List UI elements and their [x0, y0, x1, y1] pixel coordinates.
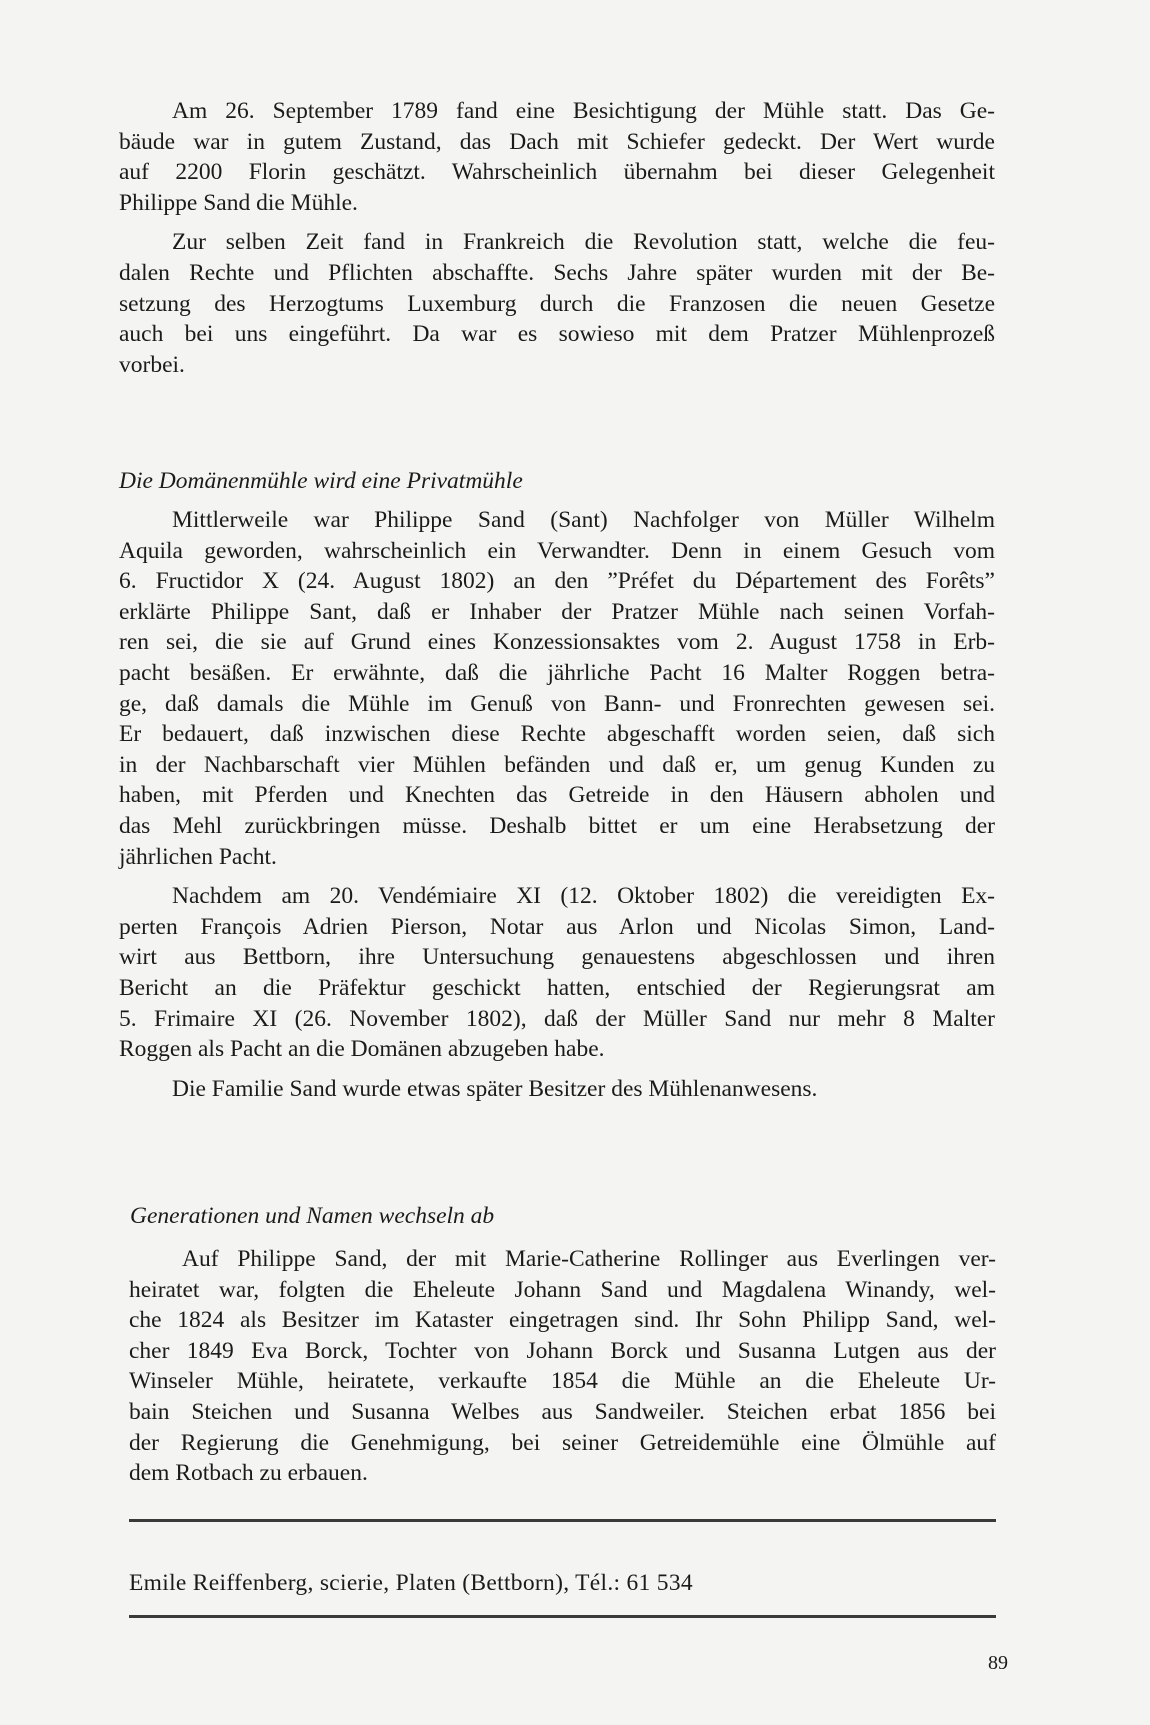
text-line: ren sei, die sie auf Grund eines Konzessionsaktes vom 2. August 1758 in Erb- — [119, 629, 995, 656]
text-line: wirt aus Bettborn, ihre Untersuchung genauestens abgeschlossen und ihren — [119, 944, 995, 971]
divider — [129, 1519, 996, 1522]
text-line: Am 26. September 1789 fand eine Besichtigung der Mühle statt. Das Ge- — [172, 98, 995, 124]
text-line: Philippe Sand die Mühle. — [119, 189, 358, 216]
text-line: Mittlerweile war Philippe Sand (Sant) Nachfolger von Müller Wilhelm — [172, 507, 995, 533]
text-line: heiratet war, folgten die Eheleute Johann Sand und Magdalena Winandy, wel- — [129, 1276, 996, 1303]
paragraph — [119, 1074, 995, 1105]
text-line: Die Familie Sand wurde etwas später Besitzer des Mühlenanwesens. — [172, 1075, 818, 1102]
page-number: 89 — [988, 1652, 1008, 1674]
text-line: auch bei uns eingeführt. Da war es sowieso mit dem Pratzer Mühlenprozeß — [119, 321, 995, 348]
section-heading: Generationen und Namen wechseln ab — [130, 1203, 495, 1229]
text-line: dem Rotbach zu erbauen. — [129, 1460, 368, 1487]
text-line: vorbei. — [119, 351, 185, 378]
paragraph — [129, 1244, 996, 1489]
section-domaenenmuehle — [119, 505, 995, 1104]
text-line: bain Steichen und Susanna Welbes aus Sandweiler. Steichen erbat 1856 bei — [129, 1398, 996, 1425]
paragraph — [119, 881, 995, 1065]
text-line: erklärte Philippe Sant, daß er Inhaber der Pratzer Mühle nach seinen Vorfah- — [119, 598, 995, 625]
text-line: Auf Philippe Sand, der mit Marie-Catherine Rollinger aus Everlingen ver- — [182, 1246, 996, 1272]
text-line: in der Nachbarschaft vier Mühlen befänden und daß er, um genug Kunden zu — [119, 751, 995, 778]
advertisement-text: Emile Reiffenberg, scierie, Platen (Bettborn), Tél.: 61 534 — [129, 1570, 693, 1596]
section-generationen — [129, 1244, 996, 1489]
text-line: haben, mit Pferden und Knechten das Getreide in den Häusern abholen und — [119, 782, 995, 809]
text-line: auf 2200 Florin geschätzt. Wahrscheinlich übernahm bei dieser Gelegenheit — [119, 159, 995, 186]
text-line: Aquila geworden, wahrscheinlich ein Verwandter. Denn in einem Gesuch vom — [119, 537, 995, 564]
text-line: Zur selben Zeit fand in Frankreich die Revolution statt, welche die feu- — [172, 229, 995, 256]
text-line: Nachdem am 20. Vendémiaire XI (12. Oktober 1802) die vereidigten Ex- — [172, 883, 995, 910]
text-line: Bericht an die Präfektur geschickt hatten, entschied der Regierungsrat am — [119, 974, 995, 1001]
text-line: dalen Rechte und Pflichten abschaffte. Sechs Jahre später wurden mit der Be- — [119, 259, 995, 286]
divider — [129, 1615, 996, 1618]
text-line: ge, daß damals die Mühle im Genuß von Bann- und Fronrechten gewesen sei. — [119, 690, 995, 717]
text-line: Roggen als Pacht an die Domänen abzugeben habe. — [119, 1036, 605, 1063]
paragraph — [119, 505, 995, 872]
text-line: Er bedauert, daß inzwischen diese Rechte abgeschafft worden seien, daß sich — [119, 721, 995, 748]
section-heading: Die Domänenmühle wird eine Privatmühle — [119, 468, 523, 494]
text-line: pacht besäßen. Er erwähnte, daß die jährliche Pacht 16 Malter Roggen betra- — [119, 659, 995, 686]
text-line: cher 1849 Eva Borck, Tochter von Johann Borck und Susanna Lutgen aus der — [129, 1337, 996, 1364]
text-line: Winseler Mühle, heiratete, verkaufte 1854 die Mühle an die Eheleute Ur- — [129, 1368, 996, 1395]
text-line: der Regierung die Genehmigung, bei seiner Getreidemühle eine Ölmühle auf — [129, 1429, 996, 1456]
text-line: jährlichen Pacht. — [119, 843, 277, 870]
text-line: che 1824 als Besitzer im Kataster eingetragen sind. Ihr Sohn Philipp Sand, wel- — [129, 1307, 996, 1334]
text-line: 5. Frimaire XI (26. November 1802), daß der Müller Sand nur mehr 8 Malter — [119, 1005, 995, 1032]
text-line: 6. Fructidor X (24. August 1802) an den ”Préfet du Département des Forêts” — [119, 568, 995, 595]
text-line: perten François Adrien Pierson, Notar aus Arlon und Nicolas Simon, Land- — [119, 913, 995, 940]
text-line: bäude war in gutem Zustand, das Dach mit Schiefer gedeckt. Der Wert wurde — [119, 128, 995, 155]
section-intro — [119, 96, 995, 380]
paragraph — [119, 227, 995, 380]
text-line: setzung des Herzogtums Luxemburg durch die Franzosen die neuen Gesetze — [119, 290, 995, 317]
paragraph — [119, 96, 995, 218]
text-line: das Mehl zurückbringen müsse. Deshalb bittet er um eine Herabsetzung der — [119, 812, 995, 839]
